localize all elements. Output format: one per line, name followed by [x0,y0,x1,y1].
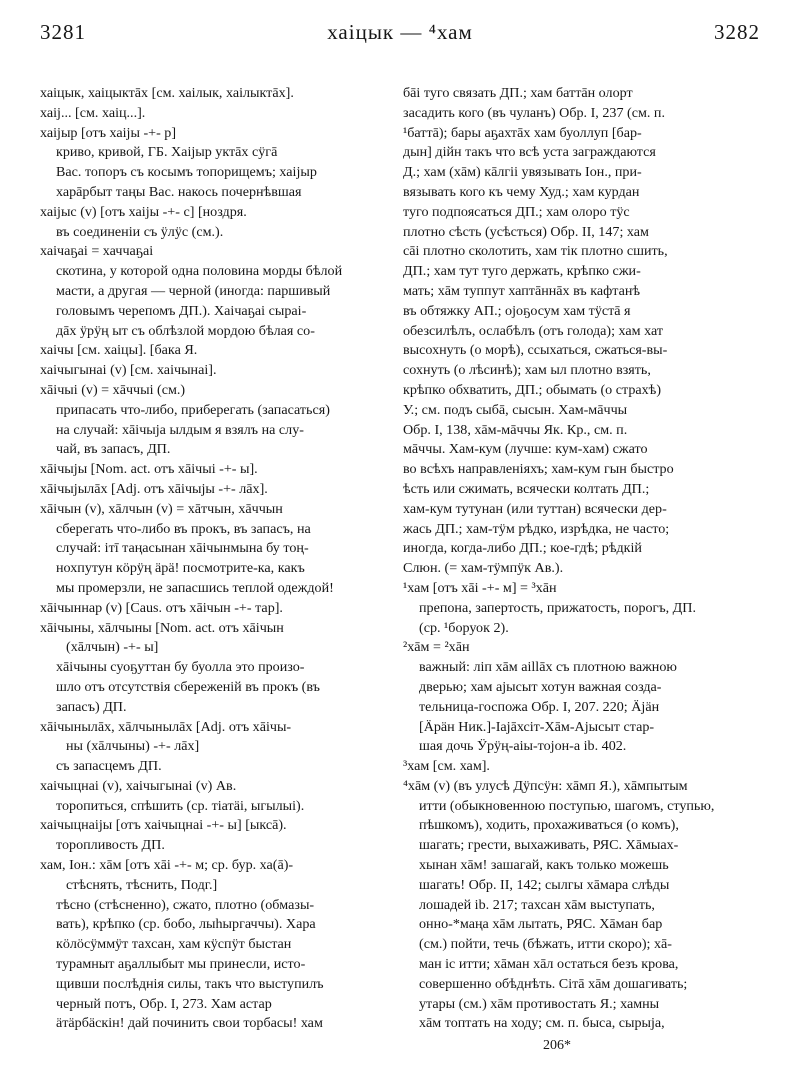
entry-line: совершенно обѣднѣть. Сітā хāм дошагивать; [419,975,688,992]
entry-line: утары (см.) хāм противостать Я.; хамны [419,995,660,1012]
entry-line: хāм топтать на ходу; см. п. быса, сырыја, [419,1015,665,1032]
entry-line: хаічыцнаі (v), хаічыгынаі (v) Ав. [40,777,237,794]
entry-line: торопиться, спѣшить (ср. тіатäі, ыгылыі). [56,797,305,814]
entry-line: (хāлчын) -+- ы] [66,639,159,656]
entry-line: ДП.; хам тут туго держать, крѣпко сжи- [403,263,641,280]
entry-line: плотно сѣсть (усѣсться) Обр. ІІ, 147; хам [403,223,649,240]
right-page-number: 3282 [714,20,760,44]
entry-line: на случай: хāічыја ылдым я взялъ на слу- [56,421,304,438]
entry-line: скотина, у которой одна половина морды бѣлой [56,263,343,280]
entry-line: запасъ) ДП. [56,698,127,715]
entry-line: торопливость ДП. [56,837,165,854]
entry-line: туго подпоясаться ДП.; хам олоро тӱс [403,203,630,220]
entry-line: турамныт аҕаллыбыт мы принесли, исто- [56,956,306,973]
entry-line: случай: ітī таңасынан хāічынмына бу тоң- [56,540,309,557]
entry-line: въ обтяжку АП.; ојоҕосум хам тӱстā я [403,302,631,319]
entry-line: хам-кум тутунан (или туттан) всячески дер- [403,500,667,517]
entry-line: сāі плотно сколотить, хам тік плотно сшить, [403,243,668,260]
entry-line: лошадей ib. 217; тахсан хāм выступать, [419,896,655,913]
entry-line: ны (хāлчыны) -+- лāх] [66,738,200,755]
entry-line: ¹хам [отъ хāі -+- м] = ³хāн [403,579,557,596]
entry-line: вязывать кого къ чему Худ.; хам курдан [403,183,640,200]
entry-line: хāічыјы [Nom. act. отъ хāічыі -+- ы]. [40,461,258,478]
entry-line: дверью; хам ајысыт хотун важная созда- [419,678,662,695]
entry-line: криво, кривой, ГБ. Хаіјыр уктāх сӱгā [56,144,278,161]
entry-line: въ соединеніи съ ӱлӱс (см.). [56,223,224,240]
entry-line: ¹баттā); бары аҕахтāх хам буоллуп [бар- [403,124,642,141]
entry-line: крѣпко обхватить, ДП.; обымать (о страхѣ) [403,381,662,398]
entry-line: хāічынылāх, хāлчынылāх [Adj. отъ хāічы- [40,718,292,735]
entry-line: головымъ черепомъ ДП.). Хаічаҕаі сыраі- [56,302,307,319]
entry-line: бāі туго связать ДП.; хам баттāн олорт [403,85,633,101]
entry-line: хаіјыр [отъ хаіјы -+- р] [40,124,177,141]
entry-line: стѣснять, тѣснить, Подг.] [66,876,218,893]
entry-line: харāрбыт таңы Вас. накось почернѣвшая [56,183,302,200]
entry-line: тѣсно (стѣсненно), сжато, плотно (обмазы- [56,896,315,913]
entry-line: хаіјыс (v) [отъ хаіјы -+- с] [ноздря. [40,203,247,220]
entry-line: нохпутун кӧрӱң äрä! посмотрите-ка, какъ [56,560,305,577]
entry-line: хаічы [см. хаіцы]. [бака Я. [40,342,198,359]
entry-line: пѣшкомъ), ходить, прохаживаться (о комъ), [419,817,679,834]
entry-line: засадить кого (въ чуланъ) Обр. І, 237 (см. п. [403,104,665,121]
entry-line: сохнуть (о лѣсинѣ); хам ыл плотно взять, [403,362,651,379]
entry-line: ман іс итти; хāман хāл остаться безъ крова, [419,956,679,973]
entry-line: тельница-госпожа Обр. І, 207. 220; Äjäн [419,698,660,715]
entry-line: ³хам [см. хам]. [403,758,490,775]
entry-line: (см.) пойти, течь (бѣжать, итти скоро); хā- [419,936,672,953]
entry-line: обезсилѣлъ, ослабѣлъ (отъ голода); хам хат [403,322,664,339]
entry-line: во всѣхъ направленіяхъ; хам-кум гын быстро [403,461,674,478]
entry-line: препона, запертость, прижатость, порогъ, ДП. [419,599,696,616]
entry-line: У.; см. подъ сыбā, сысын. Хам-мāччы [403,401,628,418]
entry-line: сберегать что-либо въ прокъ, въ запасъ, на [56,520,311,537]
right-column [403,84,761,1034]
entry-line: хāічыны суоҕуттан бу буолла это произо- [56,659,305,676]
entry-line: жась ДП.; хам-тӱм рѣдко, изрѣдка, не часто; [403,520,670,537]
entry-line: итти (обыкновенною поступью, шагомъ, ступью, [419,797,715,814]
entry-line: шагать; грести, выхаживать, РЯС. Хāмыах- [419,837,679,854]
entry-line: мāччы. Хам-кум (лучше: кум-хам) сжато [403,441,648,458]
entry-line: хāічын (v), хāлчын (v) = хāтчын, хāччын [40,500,283,517]
entry-line: припасать что-либо, приберегать (запасаться) [56,401,330,418]
entry-line: онно-*маңа хāм лытать, РЯС. Хāман бар [419,916,663,933]
entry-line: Д.; хам (хāм) кāлгіі увязывать Іон., при- [403,164,642,181]
entry-line: шло отъ отсутствія сбереженій въ прокъ (въ [56,678,320,695]
left-column [40,84,384,1034]
entry-line: кӧлӧсӱммӱт тахсан, хам кӱспӱт быстан [56,936,292,953]
entry-line: хаічыцнаіјы [отъ хаічыцнаі -+- ы] [ыксā). [40,817,287,834]
entry-line: хам, Іон.: хāм [отъ хāі -+- м; ср. бур. ха(ā)- [40,857,294,874]
entry-line: хаіцык, хаіцыктāх [см. хаілык, хаілыктāх]. [40,85,294,101]
running-head: хаіцык — ⁴хам [327,20,473,44]
entry-line: высохнуть (о морѣ), ссыхаться, сжаться-вы- [403,342,668,359]
entry-line: äтäрбäскін! дай починить свои торбасы! хам [56,1015,323,1032]
entry-line: хāічыі (v) = хāччыі (см.) [40,381,186,398]
entry-line: ѣсть или сжимать, всячески колтать ДП.; [403,480,650,497]
entry-line: масти, а другая — черной (иногда: паршивый [56,282,331,299]
entry-line: хаічыгынаі (v) [см. хаічынаі]. [40,362,217,379]
entry-line: иногда, когда-либо ДП.; кое-гдѣ; рѣдкій [403,540,642,557]
entry-line: вать), крѣпко (ср. бобо, лыһыргаччы). Хара [56,916,316,933]
entry-line: чай, въ запасъ, ДП. [56,441,171,458]
entry-line: шая дочь Ӱрӱң-аіы-тојон-а ib. 402. [419,738,627,755]
entry-line: дын] дійн такъ что всѣ уста заграждаются [403,144,656,161]
signature-mark: 206* [543,1038,571,1053]
entry-line: хāічыннар (v) [Caus. отъ хāічын -+- тар]. [40,599,283,616]
entry-line: ⁴хāм (v) (въ улусѣ Дӱпсӱн: хāмп Я.), хāмпытым [403,777,688,794]
entry-line: Вас. топоръ съ косымъ топорищемъ; хаіјыр [56,164,317,181]
entry-line: шагать! Обр. ІІ, 142; сылгы хāмара слѣды [419,876,670,893]
entry-line: [Äрäн Ник.]-Іајāхсіт-Хāм-Ајысыт стар- [419,718,655,735]
entry-line: хаічаҕаі = хаччаҕаі [40,243,154,260]
entry-line: съ запасцемъ ДП. [56,758,162,775]
entry-line: Обр. І, 138, хāм-мāччы Як. Кр., см. п. [403,421,628,438]
entry-line: важный: ліп хāм аіllāх съ плотною важною [419,659,677,676]
entry-line: черный потъ, Обр. І, 273. Хам астар [56,995,272,1012]
entry-line: Слюн. (= хам-тӱмпӱк Ав.). [403,560,564,577]
entry-line: щивши послѣднія силы, такъ что выступилъ [56,975,324,992]
entry-line: хынан хāм! зашагай, какъ только можешь [419,857,669,874]
entry-line: мы промерзли, не запасшись теплой одеждой! [56,579,334,596]
left-page-number: 3281 [40,20,86,44]
entry-line: хаіј... [см. хаіц...]. [40,104,146,121]
entry-line: мать; хāм туппут хаптāннāх въ кафтанѣ [403,282,641,299]
entry-line: хāічыны, хāлчыны [Nom. act. отъ хāічын [40,619,284,636]
entry-line: (ср. ¹боруок 2). [419,619,509,636]
entry-line: дāх ӱрӱң ыт съ облѣзлой мордою бѣлая со- [56,322,315,339]
entry-line: хāічыјылāх [Adj. отъ хāічыјы -+- лāх]. [40,480,268,497]
entry-line: ²хāм = ²хāн [403,639,470,656]
